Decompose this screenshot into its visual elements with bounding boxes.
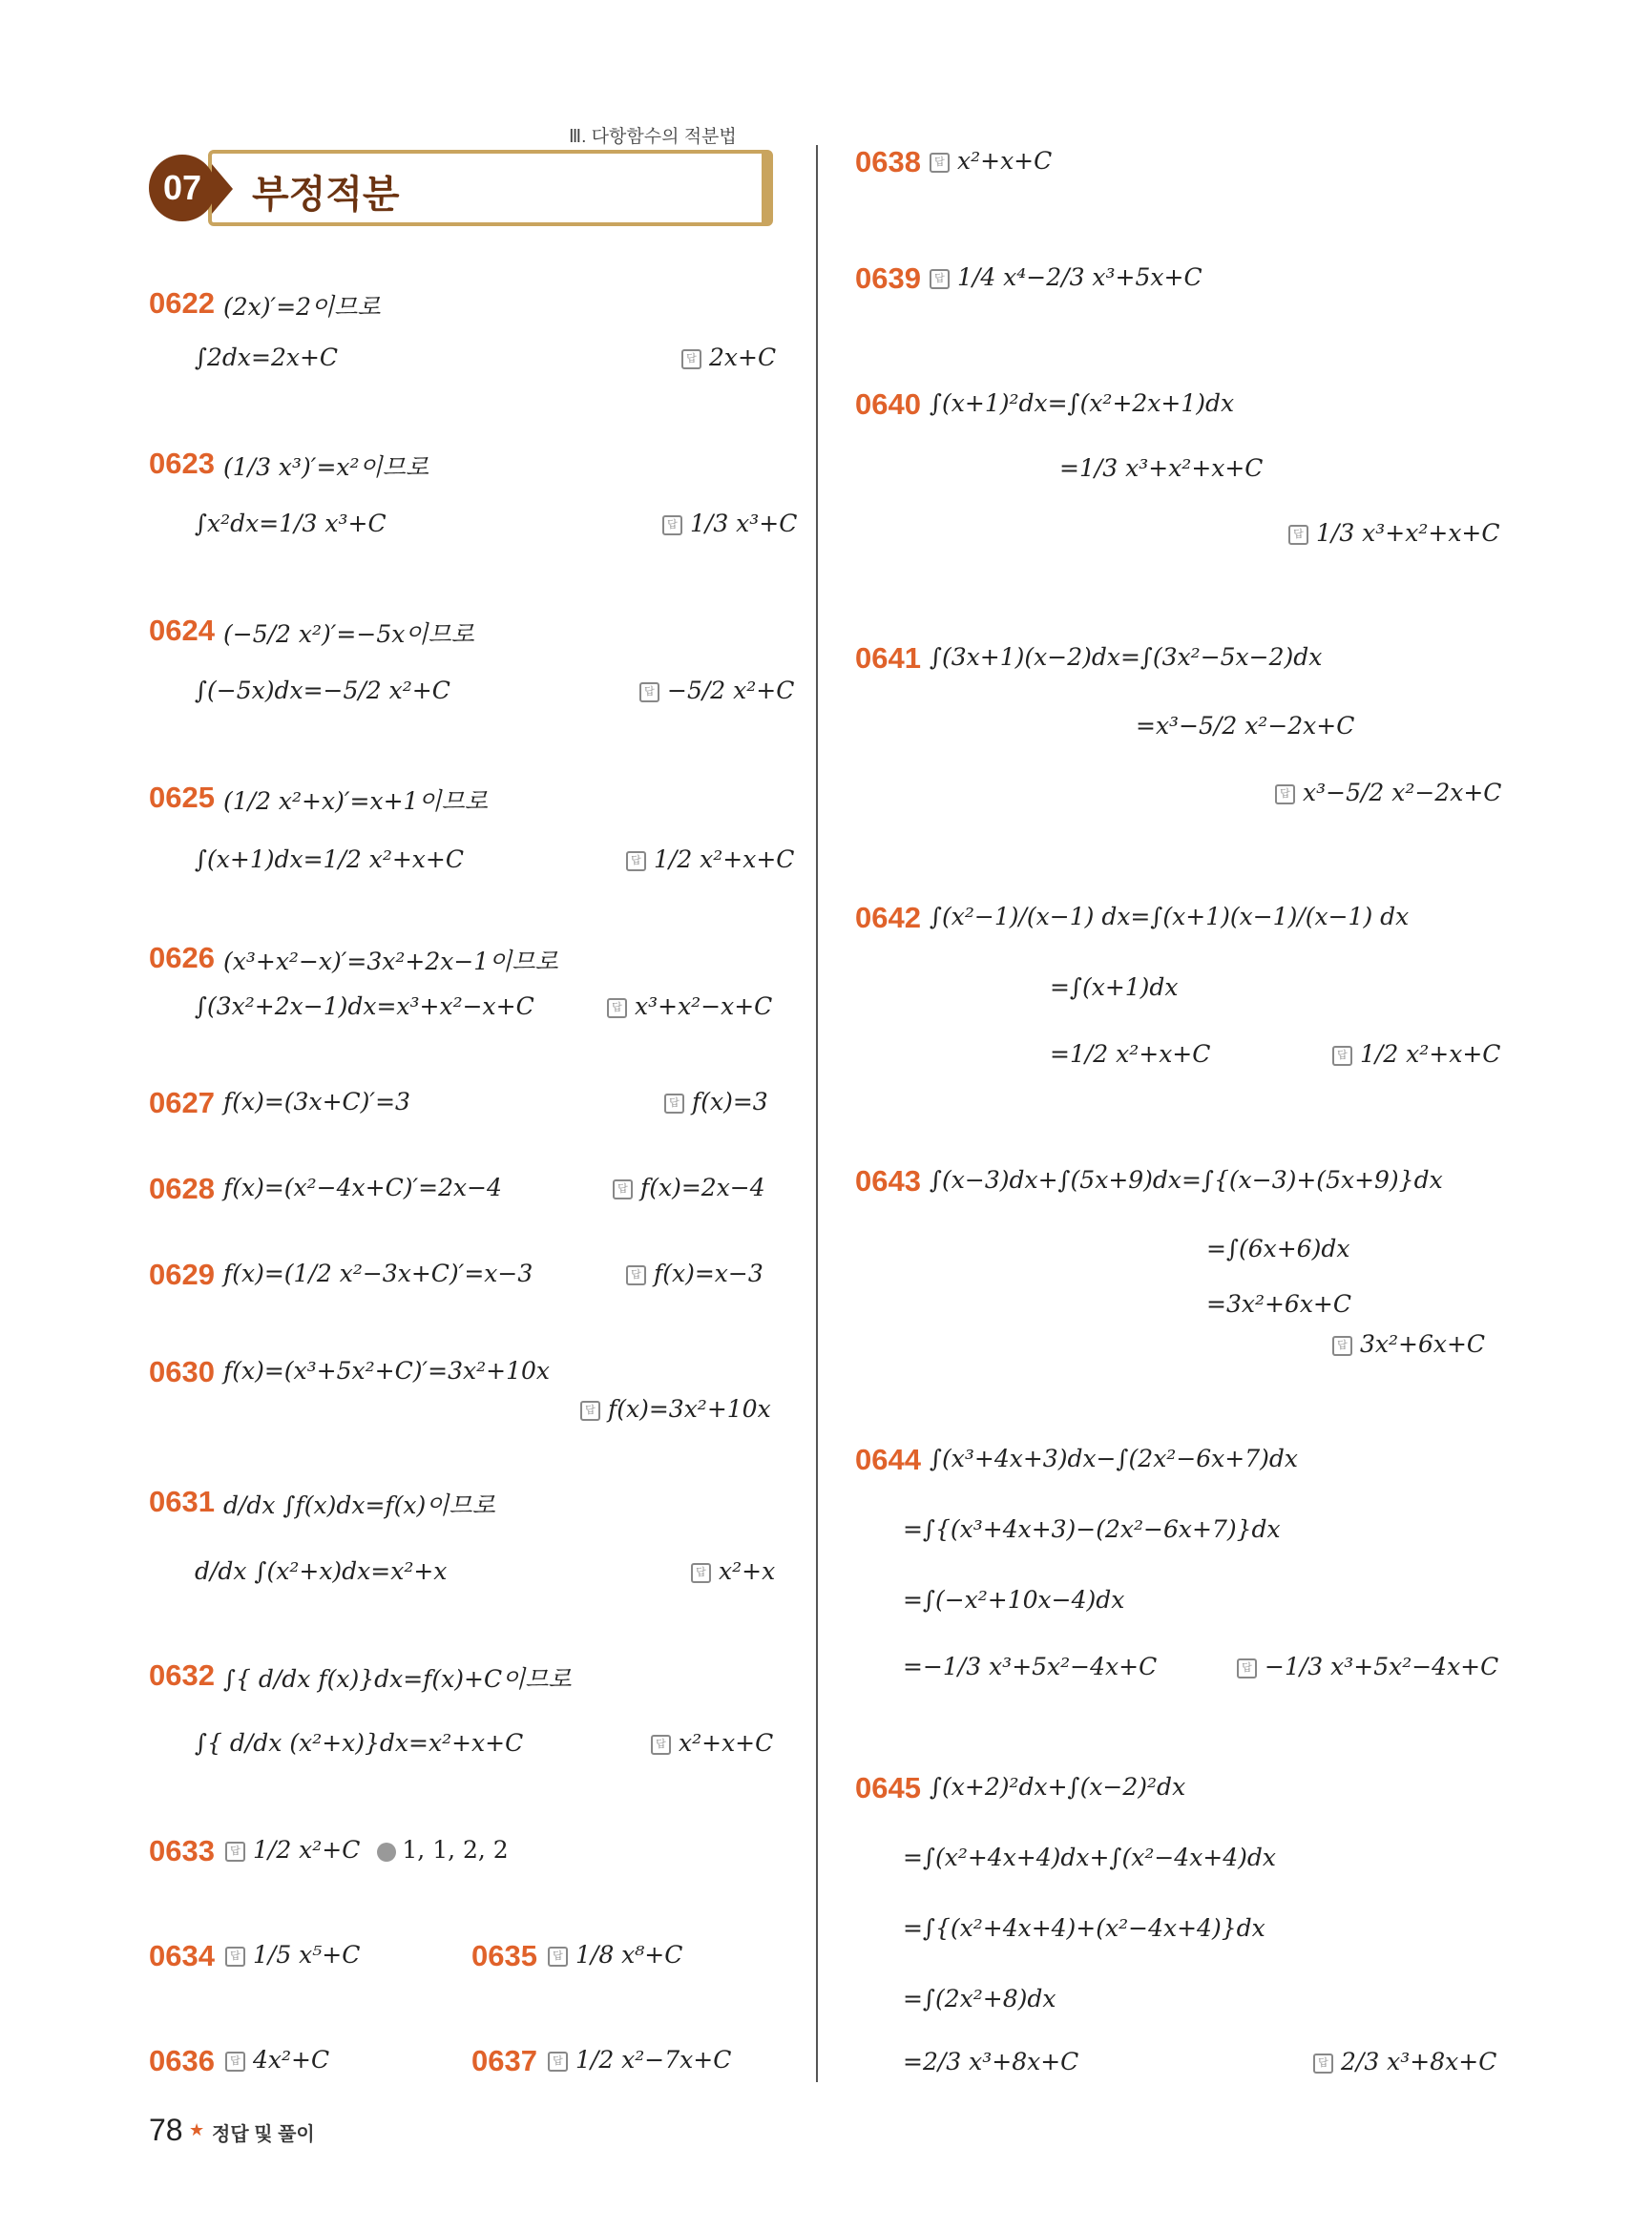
section-number-badge: 07 — [149, 155, 216, 221]
problem-number: 0635 — [471, 1939, 537, 1972]
problem-number: 0637 — [471, 2044, 537, 2077]
answer — [930, 263, 1202, 291]
solution-line: ∫(3x+1)(x−2)dx=∫(3x²−5x−2)dx — [930, 643, 1323, 671]
chapter-label: Ⅲ. 다항함수의 적분법 — [569, 127, 737, 147]
answer-text: 1/2 x²+x+C — [1360, 1040, 1501, 1068]
answer-icon: 답 — [691, 1563, 711, 1583]
answer-icon: 답 — [548, 1947, 568, 1967]
answer-text: 1/2 x²+C — [253, 1836, 361, 1864]
column-divider — [816, 145, 818, 2082]
problem-number: 0623 — [149, 447, 215, 480]
problem-number: 0629 — [149, 1258, 215, 1291]
answer-icon: 답 — [1313, 2054, 1333, 2074]
solution-line: ∫{ d/dx f(x)}dx=f(x)+C이므로 — [223, 1665, 572, 1693]
solution-line: =x³−5/2 x²−2x+C — [1136, 712, 1355, 740]
answer — [639, 677, 794, 704]
hint-text: 1, 1, 2, 2 — [402, 1836, 509, 1864]
section-title: 부정적분 — [252, 174, 400, 216]
answer — [1332, 1040, 1500, 1068]
answer — [626, 1260, 763, 1287]
answer-text: 1/4 x⁴−2/3 x³+5x+C — [957, 263, 1202, 291]
problem-number: 0631 — [149, 1485, 215, 1518]
answer-icon: 답 — [626, 851, 646, 871]
problem-number: 0625 — [149, 781, 215, 814]
solution-line: =∫(x+1)dx — [1050, 973, 1179, 1001]
answer — [1237, 1653, 1498, 1680]
solution-line: =1/3 x³+x²+x+C — [1059, 454, 1264, 482]
problem-number: 0645 — [855, 1771, 921, 1804]
problem-number: 0627 — [149, 1086, 215, 1119]
solution-line: ∫(x+1)²dx=∫(x²+2x+1)dx — [930, 389, 1235, 417]
answer-text: f(x)=2x−4 — [640, 1174, 765, 1201]
solution-line: ∫(x²−1)/(x−1) dx=∫(x+1)(x−1)/(x−1) dx — [930, 903, 1410, 930]
answer — [580, 1395, 771, 1423]
answer-text: 2x+C — [709, 344, 777, 371]
answer — [1313, 2048, 1496, 2075]
answer — [1288, 519, 1500, 547]
answer-text: 1/2 x²−7x+C — [575, 2046, 732, 2074]
answer-icon: 답 — [225, 2052, 245, 2072]
answer — [225, 1836, 509, 1864]
star-icon: ★ — [189, 2120, 205, 2140]
problem-number: 0643 — [855, 1164, 921, 1198]
solution-line: (1/2 x²+x)′=x+1이므로 — [223, 787, 488, 815]
answer-text: x²+x+C — [679, 1729, 774, 1757]
answer-text: f(x)=x−3 — [654, 1260, 763, 1287]
answer-icon: 답 — [580, 1401, 600, 1421]
problem-number: 0628 — [149, 1172, 215, 1205]
answer-text: 1/5 x⁵+C — [253, 1941, 361, 1969]
answer-icon: 답 — [651, 1735, 671, 1755]
answer — [664, 1088, 768, 1116]
answer-text: 1/3 x³+x²+x+C — [1316, 519, 1500, 547]
problem-number: 0633 — [149, 1834, 215, 1867]
answer — [662, 510, 797, 537]
answer-text: −5/2 x²+C — [667, 677, 795, 704]
answer — [613, 1174, 765, 1201]
answer-icon: 답 — [681, 349, 701, 369]
answer-text: x³−5/2 x²−2x+C — [1303, 779, 1502, 806]
answer — [225, 1941, 360, 1969]
answer-icon: 답 — [1332, 1046, 1352, 1066]
solution-line: =∫(−x²+10x−4)dx — [903, 1586, 1125, 1614]
answer-icon: 답 — [1332, 1336, 1352, 1356]
answer-icon: 답 — [225, 1947, 245, 1967]
answer-text: 3x²+6x+C — [1360, 1330, 1486, 1358]
answer-icon: 답 — [607, 998, 627, 1018]
problem-number: 0641 — [855, 641, 921, 675]
answer-text: 4x²+C — [253, 2046, 330, 2074]
solution-line: ∫(x−3)dx+∫(5x+9)dx=∫{(x−3)+(5x+9)}dx — [930, 1166, 1443, 1194]
answer-icon: 답 — [639, 682, 659, 702]
solution-line: =2/3 x³+8x+C — [903, 2048, 1079, 2075]
solution-line: (1/3 x³)′=x²이므로 — [223, 453, 429, 481]
problem-number: 0622 — [149, 286, 215, 320]
answer-text: f(x)=3 — [692, 1088, 768, 1116]
solution-line: ∫(−5x)dx=−5/2 x²+C — [195, 677, 450, 704]
answer-icon: 답 — [1275, 784, 1295, 804]
answer-text: x³+x²−x+C — [635, 992, 773, 1020]
solution-line: ∫(x+2)²dx+∫(x−2)²dx — [930, 1773, 1186, 1801]
problem-number: 0642 — [855, 901, 921, 934]
solution-line: =1/2 x²+x+C — [1050, 1040, 1211, 1068]
solution-line: =∫(2x²+8)dx — [903, 1985, 1056, 2012]
answer — [548, 1941, 682, 1969]
answer-icon: 답 — [613, 1179, 633, 1199]
solution-line: =∫{(x³+4x+3)−(2x²−6x+7)}dx — [903, 1515, 1281, 1543]
problem-number: 0634 — [149, 1939, 215, 1972]
answer — [651, 1729, 773, 1757]
problem-number: 0638 — [855, 145, 921, 178]
answer-text: x²+x — [719, 1557, 776, 1585]
problem-number: 0640 — [855, 387, 921, 421]
solution-line: (x³+x²−x)′=3x²+2x−1이므로 — [223, 948, 558, 975]
solution-line: (−5/2 x²)′=−5x이므로 — [223, 620, 474, 648]
solution-line: f(x)=(x³+5x²+C)′=3x²+10x — [223, 1357, 550, 1385]
hint-icon — [377, 1843, 396, 1862]
solution-line: =3x²+6x+C — [1206, 1290, 1352, 1318]
page-number: 78 — [149, 2113, 183, 2147]
solution-line: d/dx ∫f(x)dx=f(x)이므로 — [223, 1491, 495, 1519]
answer-text: 1/8 x⁸+C — [575, 1941, 683, 1969]
answer-icon: 답 — [930, 153, 950, 173]
answer-text: f(x)=3x²+10x — [608, 1395, 771, 1423]
problem-number: 0636 — [149, 2044, 215, 2077]
solution-line: ∫(x+1)dx=1/2 x²+x+C — [195, 845, 464, 873]
problem-number: 0630 — [149, 1355, 215, 1388]
solution-line: f(x)=(x²−4x+C)′=2x−4 — [223, 1174, 502, 1201]
solution-line: =∫(x²+4x+4)dx+∫(x²−4x+4)dx — [903, 1844, 1277, 1871]
solution-line: ∫(3x²+2x−1)dx=x³+x²−x+C — [195, 992, 534, 1020]
footer-label: 정답 및 풀이 — [212, 2124, 315, 2145]
answer — [607, 992, 772, 1020]
solution-line: ∫{ d/dx (x²+x)}dx=x²+x+C — [195, 1729, 524, 1757]
answer-icon: 답 — [930, 269, 950, 289]
solution-line: f(x)=(1/2 x²−3x+C)′=x−3 — [223, 1260, 533, 1287]
answer — [681, 344, 776, 371]
answer-icon: 답 — [548, 2052, 568, 2072]
solution-line: ∫2dx=2x+C — [195, 344, 339, 371]
problem-number: 0644 — [855, 1443, 921, 1476]
answer-text: −1/3 x³+5x²−4x+C — [1265, 1653, 1499, 1680]
answer-text: 2/3 x³+8x+C — [1341, 2048, 1497, 2075]
answer — [1275, 779, 1501, 806]
answer-text: 1/2 x²+x+C — [654, 845, 795, 873]
solution-line: =∫{(x²+4x+4)+(x²−4x+4)}dx — [903, 1914, 1265, 1942]
answer-icon: 답 — [1237, 1658, 1257, 1678]
answer-icon: 답 — [225, 1842, 245, 1862]
answer-text: 1/3 x³+C — [690, 510, 798, 537]
answer-icon: 답 — [626, 1265, 646, 1285]
answer-text: x²+x+C — [957, 147, 1053, 175]
problem-number: 0632 — [149, 1658, 215, 1692]
problem-number: 0626 — [149, 941, 215, 974]
solution-line: ∫x²dx=1/3 x³+C — [195, 510, 387, 537]
answer — [626, 845, 794, 873]
solution-line: (2x)′=2이므로 — [223, 293, 381, 321]
answer-icon: 답 — [1288, 525, 1308, 545]
problem-number: 0639 — [855, 261, 921, 295]
solution-line: d/dx ∫(x²+x)dx=x²+x — [195, 1557, 448, 1585]
solution-line: =−1/3 x³+5x²−4x+C — [903, 1653, 1158, 1680]
solution-line: =∫(6x+6)dx — [1206, 1235, 1350, 1262]
answer — [225, 2046, 329, 2074]
answer-icon: 답 — [664, 1094, 684, 1114]
answer — [930, 147, 1052, 175]
answer-icon: 답 — [662, 515, 682, 535]
problem-number: 0624 — [149, 614, 215, 647]
answer — [691, 1557, 775, 1585]
answer — [1332, 1330, 1485, 1358]
solution-line: ∫(x³+4x+3)dx−∫(2x²−6x+7)dx — [930, 1445, 1298, 1472]
solution-line: f(x)=(3x+C)′=3 — [223, 1088, 410, 1116]
answer — [548, 2046, 731, 2074]
